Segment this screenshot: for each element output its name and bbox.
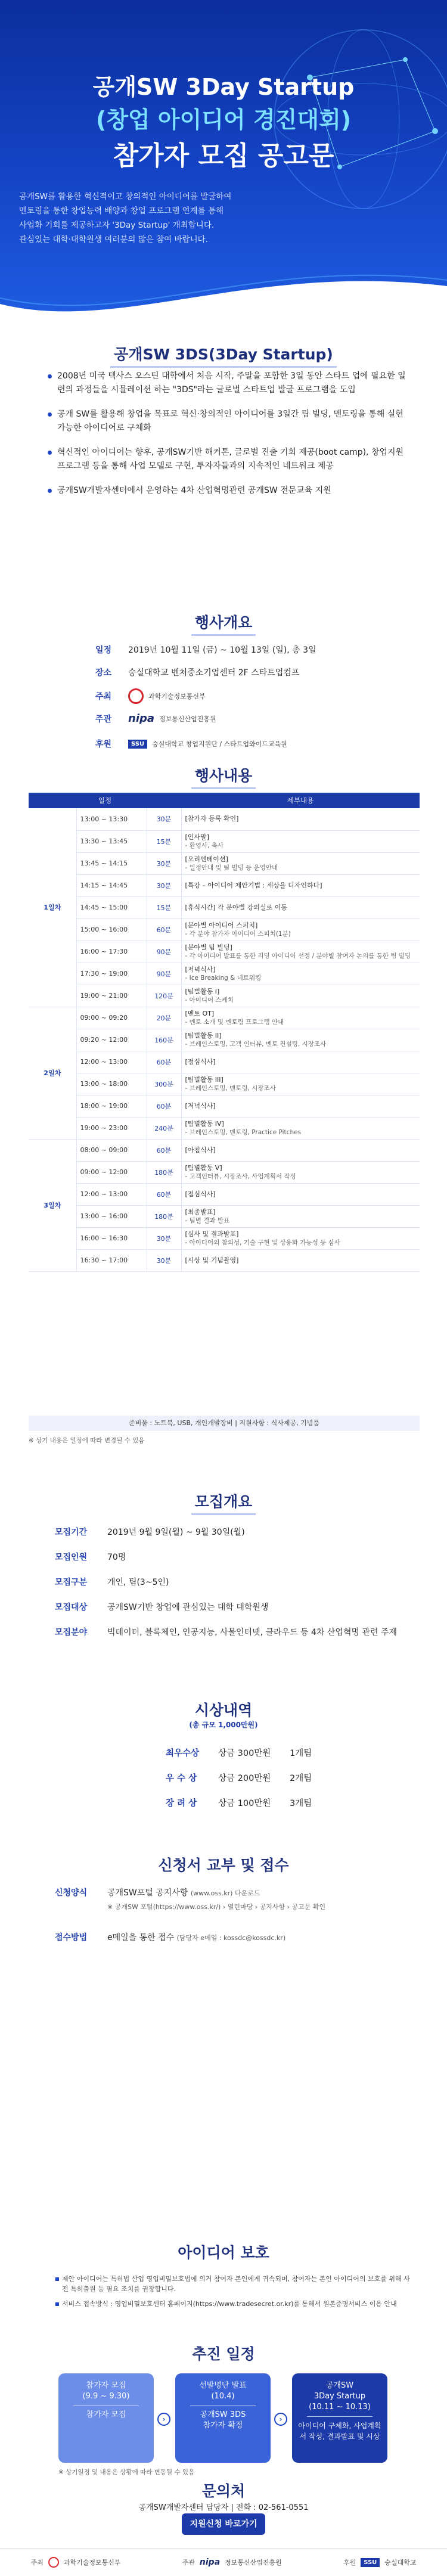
- schedule-content-title: [오리엔테이션]: [185, 855, 228, 863]
- schedule-duration: 180분: [147, 1205, 181, 1227]
- recruit-type: 모집구분 개인, 팀(3~5인): [55, 1578, 169, 1587]
- schedule-time: 08:00 ~ 09:00: [76, 1139, 147, 1161]
- prize-row-encouragement: 장 려 상 상금 100만원 3개팀: [166, 1799, 312, 1808]
- schedule-content-title: [점심식사]: [185, 1057, 216, 1066]
- schedule-content-title: [휴식시간] 각 분야별 강의실로 이동: [185, 903, 287, 911]
- schedule-duration: 20분: [147, 1007, 181, 1029]
- contact-value: 공개SW개발자센터 담당자 | 전화 : 02-561-0551: [138, 2503, 309, 2512]
- event-sponsor: [95, 738, 429, 750]
- schedule-time: 18:00 ~ 19:00: [76, 1095, 147, 1117]
- hero-intro-line: 사업화 기회를 제공하고자 '3Day Startup' 개최합니다.: [19, 221, 215, 230]
- schedule-duration: 30분: [147, 808, 181, 830]
- schedule-row: [29, 1227, 420, 1249]
- schedule-time: 16:00 ~ 16:30: [76, 1227, 147, 1249]
- apply-submit-value: e메일을 통한 접수: [107, 1933, 175, 1942]
- schedule-time: 09:20 ~ 12:00: [76, 1029, 147, 1051]
- schedule-content-title: [참가자 등록 확인]: [185, 815, 239, 823]
- schedule-duration: 30분: [147, 1249, 181, 1271]
- chevron-right-icon: ›: [157, 2413, 170, 2426]
- hero-intro-line: 공개SW를 활용한 혁신적이고 창의적인 아이디어를 발굴하여: [19, 192, 232, 201]
- schedule-time: 13:30 ~ 13:45: [76, 830, 147, 852]
- schedule-content-title: [팀별활동 III]: [185, 1075, 224, 1084]
- event-sponsor-label: 후원: [95, 740, 112, 749]
- timeline-step-3: 공개SW 3Day Startup (10.11 ~ 10.13) 아이디어 구체화, 사업계획서 작성, 결과발표 및 시상: [292, 2373, 387, 2463]
- schedule-time: 12:00 ~ 13:00: [76, 1183, 147, 1205]
- schedule-content: [181, 1073, 420, 1095]
- schedule-content-detail: - 멘토 소개 및 멘토링 프로그램 안내: [185, 1018, 284, 1026]
- schedule-content-detail: - 아이디어 스케치: [185, 996, 234, 1004]
- schedule-content-detail: - 일정안내 및 팀 빌딩 등 운영안내: [185, 864, 278, 871]
- schedule-time: 12:00 ~ 13:00: [76, 1051, 147, 1073]
- schedule-row: [29, 1161, 420, 1183]
- schedule-row: [29, 1007, 420, 1029]
- apply-form: [55, 1886, 424, 1914]
- hero-intro-line: 관심있는 대학·대학원생 여러분의 많은 참여 바랍니다.: [19, 235, 208, 244]
- schedule-content-title: [팀별활동 I]: [185, 987, 220, 995]
- schedule-duration: 60분: [147, 918, 181, 941]
- schedule-content-title: [특강 – 아이디어 제안기법 : 세상을 디자인하다]: [185, 881, 322, 889]
- overview-bullets: [48, 370, 411, 508]
- schedule-content: [181, 1249, 420, 1271]
- schedule-time: 14:45 ~ 15:00: [76, 896, 147, 918]
- schedule-content-title: [팀별활동 II]: [185, 1031, 222, 1039]
- schedule-content: [181, 808, 420, 830]
- event-organizer: [95, 712, 429, 725]
- schedule-day-label: 2일차: [29, 1007, 76, 1139]
- schedule-row: [29, 830, 420, 852]
- schedule-row: [29, 852, 420, 874]
- schedule-content-title: [팀별활동 IV]: [185, 1119, 224, 1128]
- ip-note: ■ 서비스 접속방식 : 영업비밀보호센터 홈페이지(https://www.tradesecret.or.kr)를 통해서 원본증명서비스 이용 안내: [55, 2299, 412, 2309]
- ip-title: 아이디어 보호: [178, 2244, 269, 2261]
- schedule-content: [181, 1205, 420, 1227]
- schedule-row: [29, 1249, 420, 1271]
- schedule-content-title: [분야별 팀 빌딩]: [185, 943, 232, 951]
- schedule-time: 16:30 ~ 17:00: [76, 1249, 147, 1271]
- timeline-step-2: 선발명단 발표 (10.4) 공개SW 3DS 참가자 확정: [175, 2373, 271, 2463]
- recruit-period: 모집기간 2019년 9월 9일(월) ~ 9월 30일(월): [55, 1528, 245, 1537]
- schedule-header-content: 세부내용: [181, 793, 420, 808]
- ssu-logo: SSU 숭실대학교 창업지원단 / 스타트업와이드교육원: [128, 739, 287, 749]
- msit-emblem-icon: [48, 2557, 59, 2568]
- schedule-content: [181, 874, 420, 896]
- schedule-content: [181, 918, 420, 941]
- recruit-target: 모집대상 공개SW기반 창업에 관심있는 대학 대학원생: [55, 1603, 269, 1612]
- schedule-content: [181, 941, 420, 963]
- msit-emblem-icon: [128, 688, 144, 704]
- hero-wave-divider: [0, 250, 447, 334]
- schedule-time: 13:45 ~ 14:15: [76, 852, 147, 874]
- schedule-time: 17:30 ~ 19:00: [76, 963, 147, 985]
- schedule-row: [29, 1139, 420, 1161]
- schedule-duration: 30분: [147, 1227, 181, 1249]
- schedule-supplies: 준비물 : 노트북, USB, 개인개발장비 | 지원사항 : 식사제공, 기념품: [29, 1416, 420, 1431]
- schedule-table: [29, 793, 420, 1272]
- schedule-duration: 60분: [147, 1095, 181, 1117]
- timeline-title: 추진 일정: [192, 2345, 255, 2363]
- schedule-row: [29, 896, 420, 918]
- schedule-time: 19:00 ~ 21:00: [76, 985, 147, 1007]
- footer-organizer: 주관 nipa 정보통신산업진흥원: [182, 2558, 282, 2567]
- schedule-row: [29, 985, 420, 1007]
- chevron-right-icon: ›: [274, 2413, 287, 2426]
- hero-title-line2: (창업 아이디어 경진대회): [95, 107, 352, 133]
- event-date: [95, 644, 429, 656]
- apply-email-link[interactable]: (담당자 e메일 : kossdc@kossdc.kr): [176, 1934, 286, 1942]
- schedule-content: [181, 1007, 420, 1029]
- event-place-value: 숭실대학교 벤처중소기업센터 2F 스타트업컴프: [128, 668, 300, 678]
- schedule-row: [29, 918, 420, 941]
- schedule-content: [181, 1029, 420, 1051]
- ip-note: ■ 제안 아이디어는 특허법 산업 영업비밀보호법에 의거 참여자 본인에게 귀속되며, 참여자는 본인 아이디어의 보호를 위해 사전 특허출원 등 필요 조치를 권장합니다.: [55, 2274, 412, 2294]
- schedule-content-title: [인사말]: [185, 833, 209, 841]
- footer-host: 주최 과학기술정보통신부: [31, 2557, 121, 2568]
- overview-bullet: 2008년 미국 텍사스 오스틴 대학에서 처음 시작, 주말을 포함한 3일 동안 스타트 업에 필요한 일련의 과정들을 시뮬레이션 하는 "3DS"라는 글로벌 스타트업 발굴 프로그램을 도입: [48, 370, 411, 397]
- schedule-time: 13:00 ~ 18:00: [76, 1073, 147, 1095]
- schedule-time: 13:00 ~ 13:30: [76, 808, 147, 830]
- apply-form-note: (www.oss.kr) 다운로드: [190, 1889, 260, 1897]
- schedule-content-detail: - 각 아이디어 발표를 통한 리딩 아이디어 선정 / 분야별 참여자 논의를 통한 팀 빌딩: [185, 952, 411, 960]
- schedule-row: [29, 1205, 420, 1227]
- apply-submit-label: 접수방법: [55, 1933, 88, 1942]
- schedule-content: [181, 1183, 420, 1205]
- schedule-content-detail: - 고객인터뷰, 시장조사, 사업계획서 작성: [185, 1172, 296, 1180]
- schedule-content: [181, 1051, 420, 1073]
- apply-submit: [55, 1931, 424, 1945]
- schedule-duration: 120분: [147, 985, 181, 1007]
- hero-banner: [0, 0, 447, 334]
- prize-row-grand: 최우수상 상금 300만원 1개팀: [166, 1749, 312, 1758]
- recruit-field: 모집분야 빅데이터, 블록체인, 인공지능, 사물인터넷, 클라우드 등 4차 산업혁명 관련 주제: [55, 1628, 398, 1637]
- prize-title: 시상내역: [194, 1702, 253, 1719]
- schedule-row: [29, 941, 420, 963]
- schedule-content-detail: - 브레인스토밍, 고객 인터뷰, 멘토 컨설팅, 시장조사: [185, 1040, 327, 1048]
- msit-logo: 과학기술정보통신부: [128, 688, 206, 704]
- schedule-duration: 90분: [147, 963, 181, 985]
- schedule-duration: 30분: [147, 852, 181, 874]
- schedule-row: [29, 1073, 420, 1095]
- overview-bullet: 공개SW개발자센터에서 운영하는 4차 산업혁명관련 공개SW 전문교육 지원: [48, 484, 411, 498]
- event-place-label: 장소: [95, 668, 112, 678]
- schedule-duration: 160분: [147, 1029, 181, 1051]
- overview-bullet: 혁신적인 아이디어는 향후, 공개SW기반 해커톤, 글로벌 진출 기회 제공(boot camp), 창업지원 프로그램 등을 통해 사업 모델로 구현, 투자자들과의 지속적인 네트워크 제공: [48, 446, 411, 473]
- schedule-content-detail: - 브레인스토밍, 멘토링, 시장조사: [185, 1084, 276, 1092]
- schedule-duration: 30분: [147, 874, 181, 896]
- schedule-content-title: [저녁식사]: [185, 965, 216, 973]
- ip-notes: [55, 2274, 412, 2314]
- recruit-count: 모집인원 70명: [55, 1553, 126, 1562]
- nipa-logo: nipa 정보통신산업진흥원: [128, 712, 216, 725]
- schedule-row: [29, 874, 420, 896]
- schedule-content-title: [시상 및 기념촬영]: [185, 1256, 239, 1264]
- schedule-time: 16:00 ~ 17:30: [76, 941, 147, 963]
- schedule-duration: 15분: [147, 896, 181, 918]
- schedule-content: [181, 963, 420, 985]
- schedule-content-detail: - 각 분야 참가자 아이디어 스피치(1분): [185, 930, 291, 938]
- schedule-title: 행사내용: [0, 764, 447, 789]
- schedule-row: [29, 1051, 420, 1073]
- schedule-content-title: [저녁식사]: [185, 1101, 216, 1110]
- schedule-content: [181, 985, 420, 1007]
- schedule-content: [181, 1161, 420, 1183]
- event-date-label: 일정: [95, 645, 112, 655]
- apply-portal-link[interactable]: ※ 공개SW 포털(https://www.oss.kr/) › 열린마당 › 공지사항 › 공고문 확인: [107, 1903, 326, 1911]
- hero-title-line1: 공개SW 3Day Startup: [92, 74, 355, 100]
- schedule-content-title: [아침식사]: [185, 1146, 216, 1154]
- schedule-time: 14:15 ~ 14:45: [76, 874, 147, 896]
- schedule-content: [181, 1117, 420, 1139]
- schedule-time: 15:00 ~ 16:00: [76, 918, 147, 941]
- prize-subtitle: (총 규모 1,000만원): [189, 1721, 258, 1729]
- schedule-content-title: [분야별 아이디어 스피치]: [185, 921, 258, 929]
- apply-form-value: 공개SW포털 공지사항: [107, 1888, 188, 1898]
- event-place: [95, 666, 429, 678]
- event-organizer-label: 주관: [95, 714, 112, 724]
- timeline-step-1: 참가자 모집 (9.9 ~ 9.30) 참가자 모집: [58, 2373, 154, 2463]
- schedule-note: ※ 상기 내용은 일정에 따라 변경될 수 있음: [29, 1437, 145, 1444]
- event-host-label: 주최: [95, 692, 112, 702]
- overview-title: 공개SW 3DS(3Day Startup): [0, 343, 447, 368]
- schedule-duration: 15분: [147, 830, 181, 852]
- schedule-day-label: 3일차: [29, 1139, 76, 1271]
- schedule-content-title: [점심식사]: [185, 1190, 216, 1198]
- schedule-duration: 240분: [147, 1117, 181, 1139]
- apply-now-button[interactable]: 지원신청 바로가기: [182, 2513, 265, 2535]
- contact-title: 문의처: [201, 2482, 246, 2500]
- event-host: [95, 688, 429, 704]
- schedule-content-detail: - 팀별 결과 발표: [185, 1216, 230, 1224]
- schedule-time: 13:00 ~ 16:00: [76, 1205, 147, 1227]
- schedule-row: [29, 808, 420, 830]
- schedule-duration: 90분: [147, 941, 181, 963]
- schedule-duration: 180분: [147, 1161, 181, 1183]
- recruit-title: 모집개요: [0, 1490, 447, 1515]
- apply-title: 신청서 교부 및 접수: [158, 1857, 289, 1874]
- footer-sponsor: 후원 SSU 숭실대학교: [343, 2559, 417, 2566]
- hero-intro: [19, 190, 317, 247]
- schedule-duration: 60분: [147, 1051, 181, 1073]
- hero-intro-line: 멘토링을 통한 창업능력 배양과 창업 프로그램 연계를 통해: [19, 206, 224, 216]
- prize-row-excellence: 우 수 상 상금 200만원 2개팀: [166, 1774, 312, 1783]
- schedule-header-day: 일정: [29, 793, 181, 808]
- schedule-row: [29, 1029, 420, 1051]
- schedule-duration: 300분: [147, 1073, 181, 1095]
- timeline-note: ※ 상기일정 및 내용은 상황에 따라 변동될 수 있음: [58, 2469, 195, 2476]
- schedule-content: [181, 1095, 420, 1117]
- schedule-content-detail: - 아이디어의 참의성, 기술 구현 및 상용화 가능성 등 심사: [185, 1239, 340, 1246]
- schedule-content: [181, 1139, 420, 1161]
- schedule-row: [29, 1117, 420, 1139]
- schedule-content-detail: - Ice Breaking & 네트워킹: [185, 974, 262, 982]
- schedule-content: [181, 896, 420, 918]
- schedule-row: [29, 963, 420, 985]
- event-date-value: 2019년 10월 11일 (금) ~ 10월 13일 (일), 총 3일: [128, 645, 316, 655]
- event-title: 행사개요: [0, 611, 447, 636]
- schedule-time: 19:00 ~ 23:00: [76, 1117, 147, 1139]
- schedule-row: [29, 1095, 420, 1117]
- schedule-time: 09:00 ~ 09:20: [76, 1007, 147, 1029]
- apply-form-label: 신청양식: [55, 1888, 88, 1898]
- schedule-duration: 60분: [147, 1139, 181, 1161]
- schedule-content-detail: - 브레인스토밍, 멘토링, Practice Pitches: [185, 1128, 302, 1136]
- schedule-row: [29, 1183, 420, 1205]
- schedule-content: [181, 852, 420, 874]
- overview-bullet: 공개 SW를 활용해 창업을 목표로 혁신·창의적인 아이디어를 3일간 팀 빌딩, 멘토링을 통해 실현 가능한 아이디어로 구체화: [48, 408, 411, 435]
- schedule-content-title: [최종발표]: [185, 1208, 216, 1216]
- footer: [0, 2548, 447, 2576]
- schedule-day-label: 1일차: [29, 808, 76, 1007]
- schedule-content-title: [심사 및 결과발표]: [185, 1230, 239, 1238]
- schedule-content: [181, 830, 420, 852]
- schedule-time: 09:00 ~ 12:00: [76, 1161, 147, 1183]
- hero-title-line3: 참가자 모집 공고문: [113, 141, 334, 171]
- schedule-content-title: [멘토 OT]: [185, 1009, 215, 1017]
- schedule-content-title: [팀별활동 V]: [185, 1163, 222, 1172]
- schedule-duration: 60분: [147, 1183, 181, 1205]
- schedule-content-detail: - 환영사, 축사: [185, 842, 224, 849]
- schedule-content: [181, 1227, 420, 1249]
